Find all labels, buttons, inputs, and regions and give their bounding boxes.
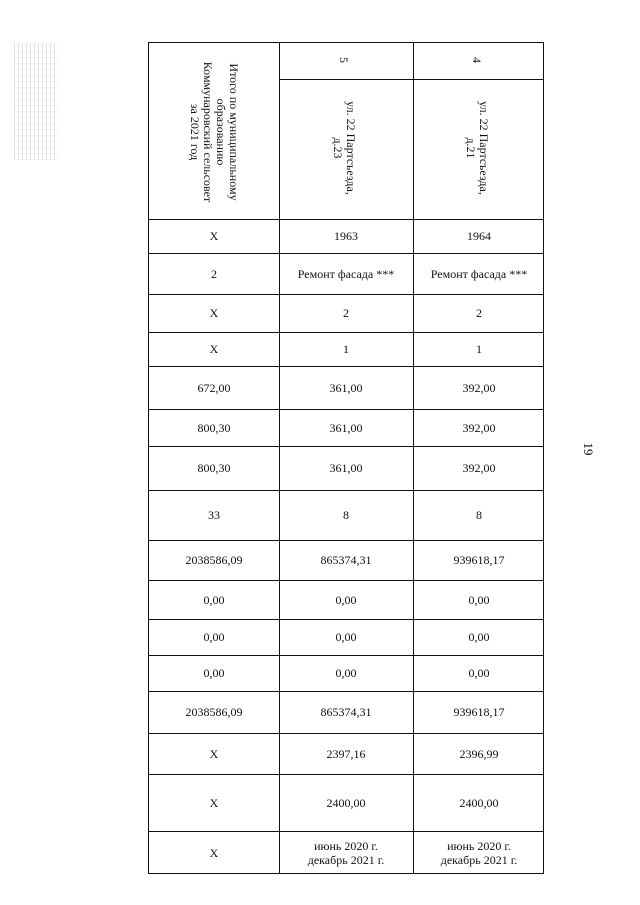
table-cell-house-d21-value: Ремонт фасада *** — [430, 266, 528, 281]
table-cell-total-value: X — [209, 306, 219, 320]
table-cell-house-d21-value: 392,00 — [462, 420, 496, 435]
table-cell-house-d21-value: 392,00 — [462, 380, 496, 395]
table-cell-house-d23-value: 0,00 — [335, 630, 357, 644]
table-cell-house-d21-value: июнь 2020 г. декабрь 2021 г. — [440, 839, 518, 867]
table-cell-house-d21-value: 0,00 — [468, 630, 490, 644]
table-cell-house-d21-value: 939618,17 — [453, 705, 505, 719]
table-cell-house-d23-value: 0,00 — [335, 666, 357, 680]
table-cell-house-d23-value: Ремонт фасада *** — [297, 266, 395, 281]
page-number: 19 — [581, 442, 596, 456]
table-cell-house-d21-value: 8 — [476, 508, 482, 522]
table-cell-total-value: 0,00 — [203, 592, 225, 607]
table-cell-house-d23-value: 2397,16 — [326, 746, 366, 761]
table-cell-total-value: X — [209, 846, 219, 860]
scan-stamp-mark — [14, 42, 58, 160]
table-cell-house-d21-value: 2400,00 — [459, 795, 499, 810]
table-cell-total-value: 2 — [211, 266, 217, 281]
data-table — [148, 42, 544, 874]
table-cell-house-d23-value: 2 — [343, 306, 349, 320]
table-cell-house-d21-value: 939618,17 — [453, 553, 505, 567]
table-cell-total-value: X — [209, 342, 219, 356]
row-divider — [279, 79, 543, 80]
table-cell-house-d23-value: 865374,31 — [320, 553, 372, 567]
table-cell-total-value: 33 — [208, 508, 220, 522]
table-cell-house-d21-value: 392,00 — [462, 461, 496, 475]
table-cell-total-value: 0,00 — [203, 630, 225, 644]
table-cell-house-d23-value: 2400,00 — [326, 795, 366, 810]
table-cell-house-d21-value: 2396,99 — [459, 746, 499, 761]
header-address-d21: ул. 22 Партсъезда, д.21 — [464, 101, 491, 195]
table-cell-total-value: X — [209, 795, 219, 810]
table-cell-house-d23-value: 0,00 — [335, 592, 357, 607]
table-cell-house-d23-value: 361,00 — [329, 461, 363, 475]
table-cell-house-d23-value: 8 — [343, 508, 349, 522]
table-cell-house-d23-value: 1 — [343, 342, 349, 356]
header-address-d23: ул. 22 Партсъезда, д.23 — [331, 101, 358, 195]
table-cell-total-value: X — [209, 229, 219, 243]
table-cell-house-d21-value: 0,00 — [468, 666, 490, 680]
table-cell-house-d23-value: 865374,31 — [320, 705, 372, 719]
table-cell-house-d23-value: июнь 2020 г. декабрь 2021 г. — [307, 839, 385, 867]
table-cell-total-value: 800,30 — [197, 420, 231, 435]
table-cell-house-d23-value: 1963 — [334, 229, 358, 243]
table-cell-house-d21-value: 0,00 — [468, 592, 490, 607]
table-cell-total-value: X — [209, 746, 219, 761]
table-cell-total-value: 800,30 — [197, 461, 231, 475]
table-cell-total-value: 2038586,09 — [185, 705, 243, 719]
table-cell-house-d21-value: 1 — [476, 342, 482, 356]
table-cell-total-value: 0,00 — [203, 666, 225, 680]
table-cell-total-value: 2038586,09 — [185, 553, 243, 567]
table-cell-house-d23-value: 361,00 — [329, 380, 363, 395]
table-cell-total-value: 672,00 — [197, 380, 231, 395]
header-total-label: Итого по муниципальному образованию Коммунаровский сельсовет за 2021 год — [188, 61, 241, 203]
table-cell-house-d21-value: 1964 — [467, 229, 491, 243]
table-cell-house-d23-value: 361,00 — [329, 420, 363, 435]
table-cell-house-d21-value: 2 — [476, 306, 482, 320]
header-col-number-5: 5 — [337, 57, 352, 63]
header-col-number-4: 4 — [470, 57, 485, 63]
